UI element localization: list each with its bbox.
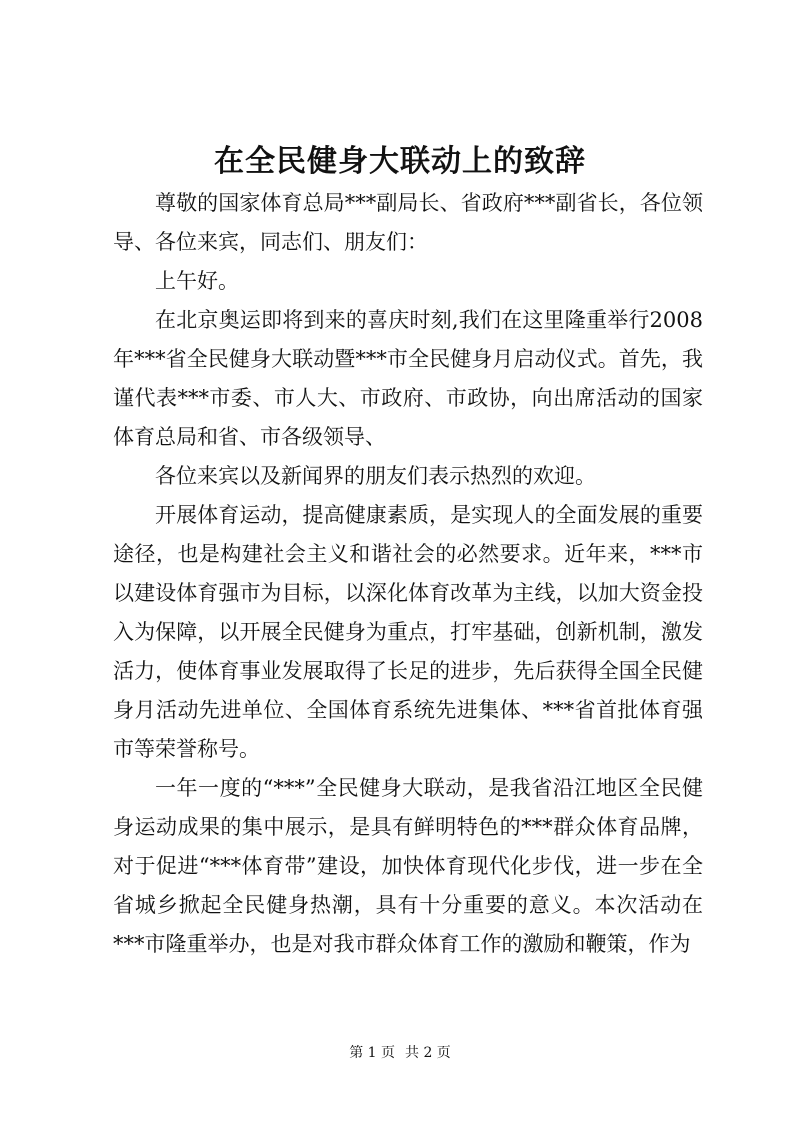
page-number: 第 1 页 xyxy=(349,1045,395,1061)
page-total: 共 2 页 xyxy=(405,1045,451,1061)
paragraph-opening: 在北京奥运即将到来的喜庆时刻,我们在这里隆重举行2008年***省全民健身大联动暨***市全民健身月启动仪式。首先，我谨代表***市委、市人大、市政府、市政协，向出席活动的国家体育总局和省、市各级领导、 xyxy=(113,308,703,449)
page-footer xyxy=(0,1043,800,1063)
paragraph-greeting: 上午好。 xyxy=(155,269,239,293)
document-body xyxy=(113,184,703,964)
paragraph-significance: 一年一度的“***”全民健身大联动，是我省沿江地区全民健身运动成果的集中展示，是具有鲜明特色的***群众体育品牌，对于促进“***体育带”建设，加快体育现代化步伐，进一步在全省城乡掀起全民健身热潮，具有十分重要的意义。本次活动在***市隆重举办，也是对我市群众体育工作的激励和鞭策，作为 xyxy=(113,776,703,956)
paragraph-salutation: 尊敬的国家体育总局***副局长、省政府***副省长，各位领导、各位来宾，同志们、朋友们： xyxy=(113,191,703,254)
document-title: 在全民健身大联动上的致辞 xyxy=(214,144,586,179)
paragraph-welcome: 各位来宾以及新闻界的朋友们表示热烈的欢迎。 xyxy=(155,464,596,488)
paragraph-achievements: 开展体育运动，提高健康素质，是实现人的全面发展的重要途径，也是构建社会主义和谐社会的必然要求。近年来，***市以建设体育强市为目标，以深化体育改革为主线，以加大资金投入为保障，以开展全民健身为重点，打牢基础，创新机制，激发活力，使体育事业发展取得了长足的进步，先后获得全国全民健身月活动先进单位、全国体育系统先进集体、***省首批体育强市等荣誉称号。 xyxy=(113,503,703,761)
